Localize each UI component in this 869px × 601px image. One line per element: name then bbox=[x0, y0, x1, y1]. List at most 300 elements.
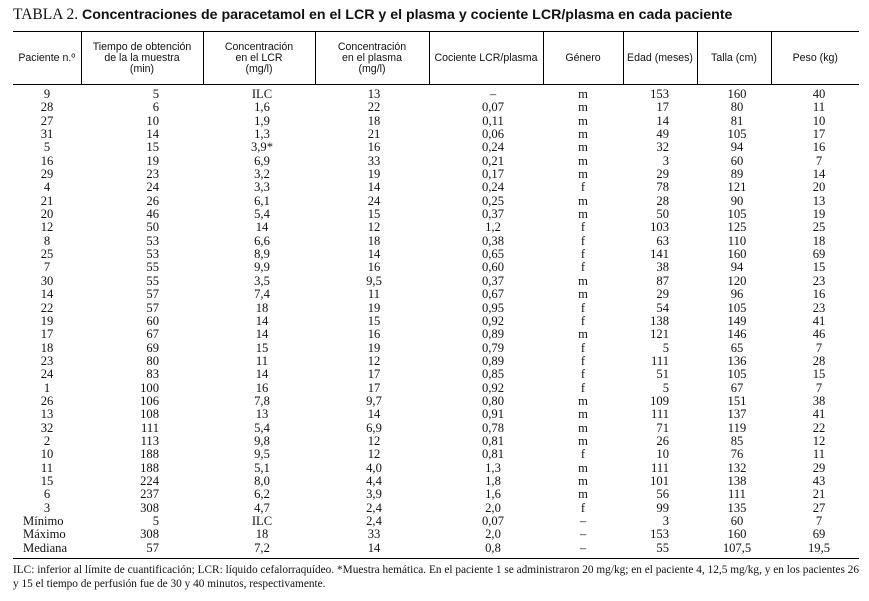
table-cell: 105 bbox=[727, 207, 747, 222]
table-cell: 0,11 bbox=[482, 113, 504, 128]
table-cell: 7 bbox=[815, 340, 823, 355]
summary-row bbox=[13, 528, 859, 541]
table-cell: 12 bbox=[812, 433, 826, 448]
table-cell: 160 bbox=[727, 247, 747, 262]
table-cell: 11 bbox=[367, 287, 381, 302]
table-cell: 138 bbox=[727, 473, 747, 488]
table-cell: 6,1 bbox=[254, 193, 270, 208]
table-cell: 19 bbox=[146, 153, 159, 168]
table-cell: 18 bbox=[255, 527, 269, 542]
column-header: Edad (meses) bbox=[623, 32, 697, 85]
table-cell: 111 bbox=[651, 407, 669, 422]
table-cell: 3 bbox=[43, 500, 51, 515]
table-row bbox=[13, 342, 859, 355]
table-cell: 11 bbox=[255, 353, 269, 368]
table-cell: f bbox=[580, 353, 586, 368]
table-cell: m bbox=[578, 193, 588, 208]
table-cell: 24 bbox=[146, 180, 159, 195]
table-cell: 1,9 bbox=[254, 113, 270, 128]
table-row bbox=[13, 208, 859, 221]
table-row bbox=[13, 248, 859, 261]
table-cell: 5,4 bbox=[254, 420, 270, 435]
table-row bbox=[13, 128, 859, 141]
table-cell: 7,8 bbox=[254, 393, 270, 408]
table-cell: 32 bbox=[40, 420, 54, 435]
table-cell: 3,3 bbox=[254, 180, 270, 195]
table-cell: 94 bbox=[730, 140, 744, 155]
table-cell: 57 bbox=[146, 287, 159, 302]
table-cell: 27 bbox=[40, 113, 54, 128]
table-cell: 101 bbox=[650, 473, 669, 488]
table-row bbox=[13, 382, 859, 395]
table-cell: 3 bbox=[662, 514, 669, 528]
table-cell: 6 bbox=[152, 100, 159, 115]
column-header: Género bbox=[543, 32, 623, 85]
table-cell: 15 bbox=[146, 140, 159, 155]
table-cell: 0,95 bbox=[481, 300, 505, 315]
table-cell: 107,5 bbox=[697, 542, 771, 559]
table-cell: 188 bbox=[140, 447, 159, 462]
table-cell: 2,4 bbox=[366, 514, 382, 528]
table-cell: 1,6 bbox=[485, 487, 501, 502]
table-cell: 25 bbox=[812, 220, 826, 235]
table-cell: 51 bbox=[656, 367, 669, 382]
table-cell: 67 bbox=[730, 380, 744, 395]
table-cell: 308 bbox=[140, 527, 159, 542]
table-cell: 10 bbox=[812, 113, 826, 128]
table-cell: 69 bbox=[812, 247, 826, 262]
table-row bbox=[13, 221, 859, 234]
table-cell: 80 bbox=[146, 353, 159, 368]
table-cell: 38 bbox=[812, 393, 826, 408]
table-cell: 105 bbox=[727, 367, 747, 382]
table-cell: 55 bbox=[146, 273, 159, 288]
table-row bbox=[13, 168, 859, 181]
table-cell: m bbox=[578, 433, 588, 448]
table-cell: 15 bbox=[367, 207, 381, 222]
table-row bbox=[13, 448, 859, 461]
table-cell: 18 bbox=[255, 300, 269, 315]
table-cell: 65 bbox=[730, 340, 744, 355]
table-cell: 111 bbox=[728, 487, 746, 502]
table-cell: 2,0 bbox=[485, 527, 501, 542]
table-cell: 83 bbox=[146, 367, 159, 382]
table-cell: 4,0 bbox=[366, 460, 382, 475]
table-cell: 56 bbox=[656, 487, 669, 502]
table-cell: 153 bbox=[650, 87, 669, 101]
table-cell: 55 bbox=[146, 260, 159, 275]
table-cell: 3 bbox=[662, 153, 669, 168]
table-cell: 14 bbox=[255, 327, 269, 342]
table-row bbox=[13, 395, 859, 408]
table-cell: 32 bbox=[656, 140, 669, 155]
table-cell: m bbox=[578, 140, 588, 155]
table-cell: 0,80 bbox=[481, 393, 505, 408]
table-cell: 0,81 bbox=[481, 433, 505, 448]
table-cell: 96 bbox=[730, 287, 744, 302]
table-cell: ILC bbox=[251, 514, 273, 528]
table-row bbox=[13, 195, 859, 208]
table-cell: 7 bbox=[815, 514, 823, 528]
table-cell: 1,3 bbox=[254, 127, 270, 142]
table-cell: 0,78 bbox=[481, 420, 505, 435]
table-cell: 9,9 bbox=[254, 260, 270, 275]
table-cell: 69 bbox=[812, 527, 826, 542]
table-cell: 151 bbox=[727, 393, 747, 408]
table-cell: 160 bbox=[727, 87, 747, 101]
table-cell: 1,8 bbox=[485, 473, 501, 488]
table-cell: 6,6 bbox=[254, 233, 270, 248]
table-cell: 14 bbox=[315, 542, 429, 559]
table-cell: 7,4 bbox=[254, 287, 270, 302]
table-cell: 76 bbox=[730, 447, 744, 462]
table-cell: 149 bbox=[727, 313, 747, 328]
table-cell: 308 bbox=[140, 500, 159, 515]
table-cell: 0,07 bbox=[481, 514, 505, 528]
table-cell: 40 bbox=[812, 87, 826, 101]
table-title bbox=[13, 6, 732, 24]
table-cell: m bbox=[578, 473, 588, 488]
table-cell: 53 bbox=[146, 233, 159, 248]
table-cell: 22 bbox=[40, 300, 54, 315]
table-cell: 81 bbox=[730, 113, 744, 128]
table-cell: 119 bbox=[727, 420, 747, 435]
table-cell: 9,8 bbox=[254, 433, 270, 448]
table-row bbox=[13, 328, 859, 341]
table-cell: 19 bbox=[367, 300, 381, 315]
table-cell: 28 bbox=[812, 353, 826, 368]
table-cell: 14 bbox=[367, 407, 381, 422]
table-cell: 113 bbox=[140, 433, 159, 448]
table-cell: 100 bbox=[140, 380, 159, 395]
table-cell: 60 bbox=[730, 514, 744, 528]
table-cell: 46 bbox=[812, 327, 826, 342]
table-cell: 108 bbox=[140, 407, 159, 422]
table-cell: 80 bbox=[730, 100, 744, 115]
table-cell: 17 bbox=[812, 127, 826, 142]
table-cell: 29 bbox=[656, 167, 669, 182]
table-cell: 121 bbox=[727, 180, 747, 195]
table-cell: 33 bbox=[367, 153, 381, 168]
table-cell: 5 bbox=[662, 340, 669, 355]
table-cell: 121 bbox=[650, 327, 669, 342]
table-cell: 46 bbox=[146, 207, 159, 222]
table-cell: 3,9 bbox=[366, 487, 382, 502]
table-cell: 23 bbox=[812, 273, 826, 288]
table-cell: 90 bbox=[730, 193, 744, 208]
table-row bbox=[13, 115, 859, 128]
table-cell: 14 bbox=[656, 113, 669, 128]
table-cell: 5,1 bbox=[254, 460, 270, 475]
table-cell: f bbox=[580, 180, 586, 195]
table-cell: f bbox=[580, 340, 586, 355]
table-row bbox=[13, 302, 859, 315]
table-cell: 8,0 bbox=[254, 473, 270, 488]
table-cell: 224 bbox=[140, 473, 159, 488]
table-cell: Mínimo bbox=[23, 514, 64, 528]
table-cell: 16 bbox=[367, 327, 381, 342]
table-cell: 60 bbox=[146, 313, 159, 328]
table-cell: 11 bbox=[812, 447, 826, 462]
table-cell: 15 bbox=[812, 260, 826, 275]
table-cell: f bbox=[580, 233, 586, 248]
table-cell: 78 bbox=[656, 180, 669, 195]
table-cell: 8 bbox=[43, 233, 51, 248]
table-cell: 99 bbox=[656, 500, 669, 515]
table-cell: 49 bbox=[656, 127, 669, 142]
table-cell: m bbox=[578, 153, 588, 168]
table-cell: 17 bbox=[656, 100, 669, 115]
table-cell: 13 bbox=[367, 87, 381, 101]
table-cell: 110 bbox=[727, 233, 747, 248]
table-cell: 4 bbox=[43, 180, 51, 195]
table-cell: 137 bbox=[727, 407, 747, 422]
table-cell: 27 bbox=[812, 500, 826, 515]
table-cell: 10 bbox=[40, 447, 54, 462]
table-cell: 3,5 bbox=[254, 273, 270, 288]
table-cell: 6,9 bbox=[366, 420, 382, 435]
table-cell: 11 bbox=[40, 460, 54, 475]
table-cell: 0,81 bbox=[481, 447, 505, 462]
table-cell: 38 bbox=[656, 260, 669, 275]
table-cell: 141 bbox=[650, 247, 669, 262]
column-header: Concentración en el plasma (mg/l) bbox=[315, 32, 429, 85]
table-cell: 10 bbox=[146, 113, 159, 128]
table-cell: 9 bbox=[43, 87, 51, 101]
table-row bbox=[13, 261, 859, 274]
table-cell: 160 bbox=[727, 527, 747, 542]
table-cell: f bbox=[580, 313, 586, 328]
table-cell: 18 bbox=[367, 113, 381, 128]
table-cell: 2 bbox=[43, 433, 51, 448]
table-cell: 19 bbox=[40, 313, 54, 328]
table-cell: 29 bbox=[812, 460, 826, 475]
table-cell: 17 bbox=[40, 327, 54, 342]
table-cell: 15 bbox=[812, 367, 826, 382]
table-cell: 87 bbox=[656, 273, 669, 288]
table-cell: 0,07 bbox=[481, 100, 505, 115]
table-cell: 55 bbox=[623, 542, 697, 559]
table-row bbox=[13, 462, 859, 475]
column-header: Tiempo de obtención de la la muestra (min) bbox=[81, 32, 203, 85]
table-cell: f bbox=[580, 447, 586, 462]
table-cell: m bbox=[578, 407, 588, 422]
table-cell: 67 bbox=[146, 327, 159, 342]
table-cell: 3,9* bbox=[250, 140, 274, 155]
summary-row bbox=[13, 542, 859, 559]
table-cell: 0,38 bbox=[481, 233, 505, 248]
table-cell: 5 bbox=[152, 514, 159, 528]
table-cell: f bbox=[580, 220, 586, 235]
table-cell: 16 bbox=[812, 287, 826, 302]
table-cell: m bbox=[578, 273, 588, 288]
table-caption: Concentraciones de paracetamol en el LCR y el plasma y cociente LCR/plasma en cada paciente bbox=[81, 7, 733, 23]
table-cell: 3,2 bbox=[254, 167, 270, 182]
table-cell: 0,24 bbox=[481, 180, 505, 195]
table-cell: 41 bbox=[812, 407, 826, 422]
table-cell: 54 bbox=[656, 300, 669, 315]
table-cell: 69 bbox=[146, 340, 159, 355]
table-cell: 111 bbox=[651, 353, 669, 368]
table-cell: 14 bbox=[812, 167, 826, 182]
table-cell: 0,06 bbox=[481, 127, 505, 142]
table-cell: 106 bbox=[140, 393, 159, 408]
table-cell: 26 bbox=[40, 393, 54, 408]
table-cell: 12 bbox=[367, 433, 381, 448]
table-cell: 19 bbox=[812, 207, 826, 222]
table-cell: 1,3 bbox=[485, 460, 501, 475]
table-cell: f bbox=[580, 500, 586, 515]
table-cell: m bbox=[578, 327, 588, 342]
table-cell: 14 bbox=[146, 127, 159, 142]
table-cell: ILC bbox=[251, 87, 273, 101]
table-cell: Máximo bbox=[23, 527, 66, 542]
table-cell: 15 bbox=[255, 340, 269, 355]
table-cell: 24 bbox=[40, 367, 54, 382]
table-cell: 0,92 bbox=[481, 380, 505, 395]
table-row bbox=[13, 475, 859, 488]
table-cell: 136 bbox=[727, 353, 747, 368]
table-row bbox=[13, 355, 859, 368]
table-cell: 26 bbox=[146, 193, 159, 208]
table-cell: 10 bbox=[656, 447, 669, 462]
table-cell: 13 bbox=[255, 407, 269, 422]
column-header: Peso (kg) bbox=[771, 32, 859, 85]
table-cell: 53 bbox=[146, 247, 159, 262]
table-cell: 237 bbox=[140, 487, 159, 502]
table-footnote: ILC: inferior al límite de cuantificación; LCR: líquido cefalorraquídeo. *Muestra hemática. En el paciente 1 se administraron 20 mg/kg; en el paciente 4, 12,5 mg/kg, y en los pacientes 26 y 15 el tiempo de perfusión fue de 30 y 40 minutos, respectivamente. bbox=[13, 564, 859, 590]
table-cell: 1,2 bbox=[485, 220, 501, 235]
table-cell: 21 bbox=[812, 487, 826, 502]
data-table bbox=[13, 31, 859, 559]
table-cell: 5,4 bbox=[254, 207, 270, 222]
table-cell: 0,85 bbox=[481, 367, 505, 382]
table-row bbox=[13, 85, 859, 102]
table-row bbox=[13, 368, 859, 381]
table-row bbox=[13, 422, 859, 435]
table-cell: 63 bbox=[656, 233, 669, 248]
table-cell: 12 bbox=[40, 220, 54, 235]
table-cell: 50 bbox=[656, 207, 669, 222]
table-cell: 20 bbox=[812, 180, 826, 195]
table-cell: 0,37 bbox=[481, 207, 505, 222]
table-cell: 0,60 bbox=[481, 260, 505, 275]
table-cell: 7,2 bbox=[203, 542, 315, 559]
table-cell: 0,17 bbox=[481, 167, 505, 182]
table-cell: 15 bbox=[367, 313, 381, 328]
table-cell: 6 bbox=[43, 487, 51, 502]
table-cell: m bbox=[578, 487, 588, 502]
table-cell: m bbox=[578, 100, 588, 115]
table-cell: 125 bbox=[727, 220, 747, 235]
table-cell: 0,21 bbox=[481, 153, 505, 168]
table-row bbox=[13, 435, 859, 448]
table-cell: m bbox=[578, 393, 588, 408]
table-cell: – bbox=[579, 514, 587, 528]
table-cell: 1,6 bbox=[254, 100, 270, 115]
table-cell: 18 bbox=[367, 233, 381, 248]
table-cell: 25 bbox=[40, 247, 54, 262]
table-cell: 188 bbox=[140, 460, 159, 475]
column-header: Talla (cm) bbox=[697, 32, 771, 85]
table-cell: 0,25 bbox=[481, 193, 505, 208]
table-cell: f bbox=[580, 247, 586, 262]
table-cell: 0,8 bbox=[429, 542, 543, 559]
table-cell: 135 bbox=[727, 500, 747, 515]
table-cell: 14 bbox=[367, 180, 381, 195]
table-cell: Mediana bbox=[13, 542, 81, 559]
table-cell: 0,89 bbox=[481, 353, 505, 368]
table-cell: 6,2 bbox=[254, 487, 270, 502]
table-cell: 0,37 bbox=[481, 273, 505, 288]
table-cell: 18 bbox=[812, 233, 826, 248]
table-cell: 19 bbox=[367, 340, 381, 355]
table-cell: 105 bbox=[727, 127, 747, 142]
table-cell: 17 bbox=[367, 367, 381, 382]
table-row bbox=[13, 488, 859, 501]
header-row bbox=[13, 32, 859, 85]
table-cell: 31 bbox=[40, 127, 54, 142]
table-cell: 11 bbox=[812, 100, 826, 115]
table-row bbox=[13, 288, 859, 301]
table-cell: 14 bbox=[40, 287, 54, 302]
table-cell: 23 bbox=[40, 353, 54, 368]
table-cell: 57 bbox=[146, 300, 159, 315]
table-cell: 4,4 bbox=[366, 473, 382, 488]
table-cell: 138 bbox=[650, 313, 669, 328]
table-cell: 120 bbox=[727, 273, 747, 288]
table-row bbox=[13, 235, 859, 248]
table-cell: 9,5 bbox=[366, 273, 382, 288]
table-row bbox=[13, 101, 859, 114]
table-cell: 16 bbox=[255, 380, 269, 395]
table-cell: 0,91 bbox=[481, 407, 505, 422]
table-cell: 16 bbox=[40, 153, 54, 168]
table-cell: m bbox=[578, 127, 588, 142]
table-cell: 50 bbox=[146, 220, 159, 235]
table-cell: 14 bbox=[255, 313, 269, 328]
table-cell: 105 bbox=[727, 300, 747, 315]
table-cell: 23 bbox=[812, 300, 826, 315]
column-header: Concentración en el LCR (mg/l) bbox=[203, 32, 315, 85]
table-cell: 0,67 bbox=[481, 287, 505, 302]
table-cell: 26 bbox=[656, 433, 669, 448]
table-cell: 28 bbox=[656, 193, 669, 208]
table-row bbox=[13, 181, 859, 194]
table-cell: 132 bbox=[727, 460, 747, 475]
table-cell: 0,92 bbox=[481, 313, 505, 328]
table-cell: 41 bbox=[812, 313, 826, 328]
table-cell: 5 bbox=[152, 87, 159, 101]
table-row bbox=[13, 315, 859, 328]
table-body bbox=[13, 85, 859, 559]
table-cell: 57 bbox=[81, 542, 203, 559]
table-cell: 2,4 bbox=[366, 500, 382, 515]
table-cell: 17 bbox=[367, 380, 381, 395]
table-cell: m bbox=[578, 420, 588, 435]
table-cell: 7 bbox=[43, 260, 51, 275]
table-cell: 22 bbox=[367, 100, 381, 115]
table-cell: 30 bbox=[40, 273, 54, 288]
table-cell: 20 bbox=[40, 207, 54, 222]
table-cell: 0,89 bbox=[481, 327, 505, 342]
table-cell: 12 bbox=[367, 447, 381, 462]
table-cell: 0,79 bbox=[481, 340, 505, 355]
table-cell: 19 bbox=[367, 167, 381, 182]
table-cell: 15 bbox=[40, 473, 54, 488]
table-cell: – bbox=[579, 527, 587, 542]
table-cell: 2,0 bbox=[485, 500, 501, 515]
